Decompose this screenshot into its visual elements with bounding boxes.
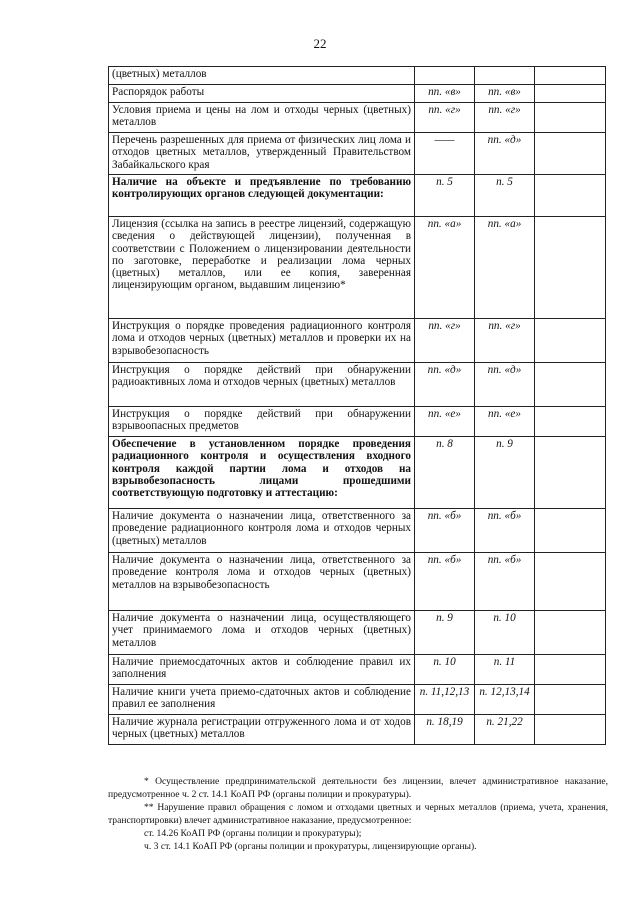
mark-cell [535,67,606,85]
requirement-cell: Инструкция о порядке действий при обнаружении радиоактивных лома и отходов черных (цветных) металлов [109,363,415,407]
table-row [109,509,606,553]
reference-cell-b: пп. «г» [475,103,535,133]
requirement-cell: Распорядок работы [109,85,415,103]
mark-cell [535,363,606,407]
footnote-license: * Осуществление предпринимательской деятельности без лицензии, влечет административное наказание, предусмотренное ч. 2 ст. 14.1 КоАП РФ (органы полиции и прокуратуры). [108,776,608,800]
requirement-cell: Условия приема и цены на лом и отходы черных (цветных) металлов [109,103,415,133]
reference-cell-b [475,67,535,85]
reference-cell-b: пп. «б» [475,553,535,611]
reference-cell-b: п. 5 [475,175,535,217]
table-row [109,715,606,745]
requirement-cell: Инструкция о порядке проведения радиационного контроля лома и отходов черных (цветных) металлов и проверки их на взрывобезопасность [109,319,415,363]
mark-cell [535,319,606,363]
reference-cell-a: п. 10 [415,655,475,685]
requirement-cell: Перечень разрешенных для приема от физических лиц лома и отходов цветных металлов, утвержденный Правительством Забайкальского края [109,133,415,175]
mark-cell [535,553,606,611]
reference-cell-b: пп. «д» [475,363,535,407]
footnote-rules-violation: ** Нарушение правил обращения с ломом и отходами цветных и черных металлов (приема, учета, хранения, транспортировки) влечет административное наказание, предусмотренное: [108,802,608,826]
reference-cell-a: п. 9 [415,611,475,655]
reference-cell-b: пп. «в» [475,85,535,103]
requirement-cell: Обеспечение в установленном порядке проведения радиационного контроля и осуществления входного контроля каждой партии лома и отходов на взрывобезопасность лицами прошедшими соответствующую подготовку и аттестацию: [109,437,415,509]
reference-cell-a [415,67,475,85]
requirement-cell: Наличие документа о назначении лица, осуществляющего учет принимаемого лома и отходов черных (цветных) металлов [109,611,415,655]
reference-cell-a: пп. «д» [415,363,475,407]
reference-cell-a: пп. «а» [415,217,475,319]
table-row [109,103,606,133]
reference-cell-b: пп. «е» [475,407,535,437]
mark-cell [535,509,606,553]
reference-cell-a: п. 5 [415,175,475,217]
requirement-cell: (цветных) металлов [109,67,415,85]
page-number: 22 [313,36,327,51]
mark-cell [535,685,606,715]
requirement-cell: Наличие приемосдаточных актов и соблюдение правил их заполнения [109,655,415,685]
reference-cell-a: пп. «б» [415,553,475,611]
reference-cell-a: —— [415,133,475,175]
requirement-cell: Наличие документа о назначении лица, ответственного за проведение контроля лома и отходов черных (цветных) металлов на взрывобезопасность [109,553,415,611]
reference-cell-a: пп. «б» [415,509,475,553]
reference-cell-a: п. 18,19 [415,715,475,745]
requirement-cell: Лицензия (ссылка на запись в реестре лицензий, содержащую сведения о действующей лицензии), полученная в соответствии с Положением о лицензировании деятельности по заготовке, переработке и реализации лома черных (цветных) металлов, или ее копия, заверенная лицензирующим органом, выдавшим лицензию* [109,217,415,319]
reference-cell-b: пп. «г» [475,319,535,363]
reference-cell-a: пп. «г» [415,319,475,363]
table-row [109,319,606,363]
requirement-cell: Наличие документа о назначении лица, ответственного за проведение радиационного контроля лома и отходов черных (цветных) металлов [109,509,415,553]
footnote-article-14-1: ч. 3 ст. 14.1 КоАП РФ (органы полиции и прокуратуры, лицензирующие органы). [144,841,477,852]
reference-cell-a: пп. «в» [415,85,475,103]
requirement-cell: Наличие книги учета приемо-сдаточных актов и соблюдение правил ее заполнения [109,685,415,715]
reference-cell-b: п. 11 [475,655,535,685]
reference-cell-b: пп. «д» [475,133,535,175]
mark-cell [535,407,606,437]
requirement-cell: Наличие на объекте и предъявление по требованию контролирующих органов следующей документации: [109,175,415,217]
table-row [109,553,606,611]
table-row [109,85,606,103]
mark-cell [535,103,606,133]
table-row [109,685,606,715]
table-row [109,217,606,319]
reference-cell-b: пп. «б» [475,509,535,553]
reference-cell-a: п. 11,12,13 [415,685,475,715]
table-row [109,437,606,509]
inspection-checklist-table [108,66,606,745]
footnote-article-14-26: ст. 14.26 КоАП РФ (органы полиции и прокуратуры); [144,828,362,839]
table-row [109,133,606,175]
mark-cell [535,217,606,319]
mark-cell [535,133,606,175]
reference-cell-a: п. 8 [415,437,475,509]
mark-cell [535,437,606,509]
table-row [109,407,606,437]
mark-cell [535,655,606,685]
mark-cell [535,85,606,103]
table-row [109,611,606,655]
reference-cell-a: пп. «г» [415,103,475,133]
reference-cell-b: п. 21,22 [475,715,535,745]
reference-cell-b: п. 9 [475,437,535,509]
reference-cell-b: п. 10 [475,611,535,655]
mark-cell [535,611,606,655]
table-row [109,175,606,217]
reference-cell-b: пп. «а» [475,217,535,319]
mark-cell [535,715,606,745]
table-row [109,67,606,85]
mark-cell [535,175,606,217]
reference-cell-b: п. 12,13,14 [475,685,535,715]
reference-cell-a: пп. «е» [415,407,475,437]
table-row [109,363,606,407]
requirement-cell: Инструкция о порядке действий при обнаружении взрывоопасных предметов [109,407,415,437]
table-row [109,655,606,685]
footnotes [108,775,608,853]
requirement-cell: Наличие журнала регистрации отгруженного лома и от ходов черных (цветных) металлов [109,715,415,745]
